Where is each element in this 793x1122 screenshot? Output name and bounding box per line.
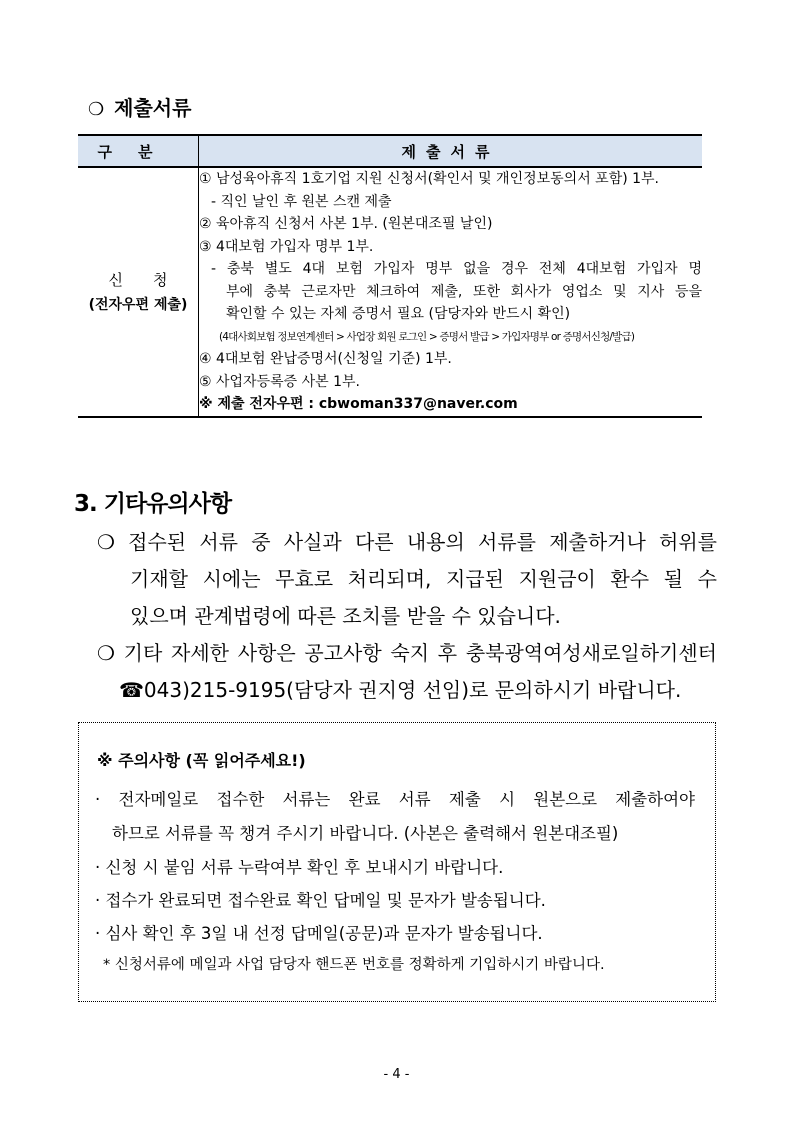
table-header-row [78, 135, 702, 167]
paragraph-line: ❍ 접수된 서류 중 사실과 다른 내용의 서류를 제출하거나 허위를 [97, 530, 717, 554]
circle-bullet-icon: ❍ [88, 99, 105, 120]
paragraph-invalid-documents [97, 524, 717, 635]
notice-box [78, 722, 716, 1002]
section-heading-notes: 3. 기타유의사항 [74, 491, 232, 517]
category-label: 신청 [108, 271, 198, 290]
notice-line: 하므로 서류를 꼭 챙겨 주시기 바랍니다. (사본은 출력해서 원본대조필) [112, 824, 619, 843]
doc-item-4: ④ 4대보험 완납증명서(신청일 기준) 1부. [199, 351, 452, 367]
category-sublabel: (전자우편 제출) [88, 297, 188, 314]
contact-phone-line: ☎043)215-9195(담당자 권지영 선임)로 문의하시기 바랍니다. [119, 678, 682, 702]
table-row [78, 167, 702, 417]
notice-line: · 신청 시 붙임 서류 누락여부 확인 후 보내시기 바랍니다. [95, 858, 504, 877]
submission-documents-table [78, 134, 702, 418]
notice-title: ※ 주의사항 (꼭 읽어주세요!) [97, 751, 306, 770]
doc-item-1-note: - 직인 날인 후 원본 스캔 제출 [211, 193, 392, 210]
doc-item-3-note-b: 부에 충북 근로자만 체크하여 제출, 또한 회사가 영업소 및 지사 등을 [226, 283, 702, 300]
notice-line: · 심사 확인 후 3일 내 선정 답메일(공문)과 문자가 발송됩니다. [95, 924, 543, 943]
header-documents: 제출서류 [199, 135, 703, 167]
paragraph-contact [97, 635, 717, 709]
header-category: 구분 [78, 135, 199, 167]
notice-line: · 접수가 완료되면 접수완료 확인 답메일 및 문자가 발송됩니다. [95, 891, 546, 910]
doc-item-3-path: (4대사회보험 정보연계센터 > 사업장 회원 로그인 > 증명서 발급 > 가입자명부 or 증명서신청/발급) [219, 330, 635, 343]
category-cell [78, 167, 199, 417]
paragraph-line: 있으며 관계법령에 따른 조치를 받을 수 있습니다. [130, 604, 561, 628]
section-title: 제출서류 [114, 96, 192, 120]
documents-cell [199, 167, 703, 417]
doc-item-3-note-a: - 충북 별도 4대 보험 가입자 명부 없을 경우 전체 4대보험 가입자 명 [211, 261, 702, 277]
doc-item-3-note-c: 확인할 수 있는 자체 증명서 필요 (담당자와 반드시 확인) [226, 306, 571, 322]
notice-line: · 전자메일로 접수한 서류는 완료 서류 제출 시 원본으로 제출하여야 [95, 790, 695, 809]
page-number: - 4 - [383, 1067, 410, 1082]
notice-fine-print: * 신청서류에 메일과 사업 담당자 핸드폰 번호를 정확하게 기입하시기 바랍니다. [103, 957, 605, 973]
doc-item-3: ③ 4대보험 가입자 명부 1부. [199, 238, 374, 255]
section-heading-submission [88, 92, 191, 121]
submission-email: ※ 제출 전자우편 : cbwoman337@naver.com [199, 396, 518, 412]
paragraph-line: 기재할 시에는 무효로 처리되며, 지급된 지원금이 환수 될 수 [130, 567, 717, 591]
paragraph-line: ❍ 기타 자세한 사항은 공고사항 숙지 후 충북광역여성새로일하기센터 [97, 641, 717, 665]
doc-item-5: ⑤ 사업자등록증 사본 1부. [199, 373, 360, 390]
doc-item-2: ② 육아휴직 신청서 사본 1부. (원본대조필 날인) [199, 216, 493, 232]
doc-item-1: ① 남성육아휴직 1호기업 지원 신청서(확인서 및 개인정보동의서 포함) 1부. [199, 171, 660, 187]
